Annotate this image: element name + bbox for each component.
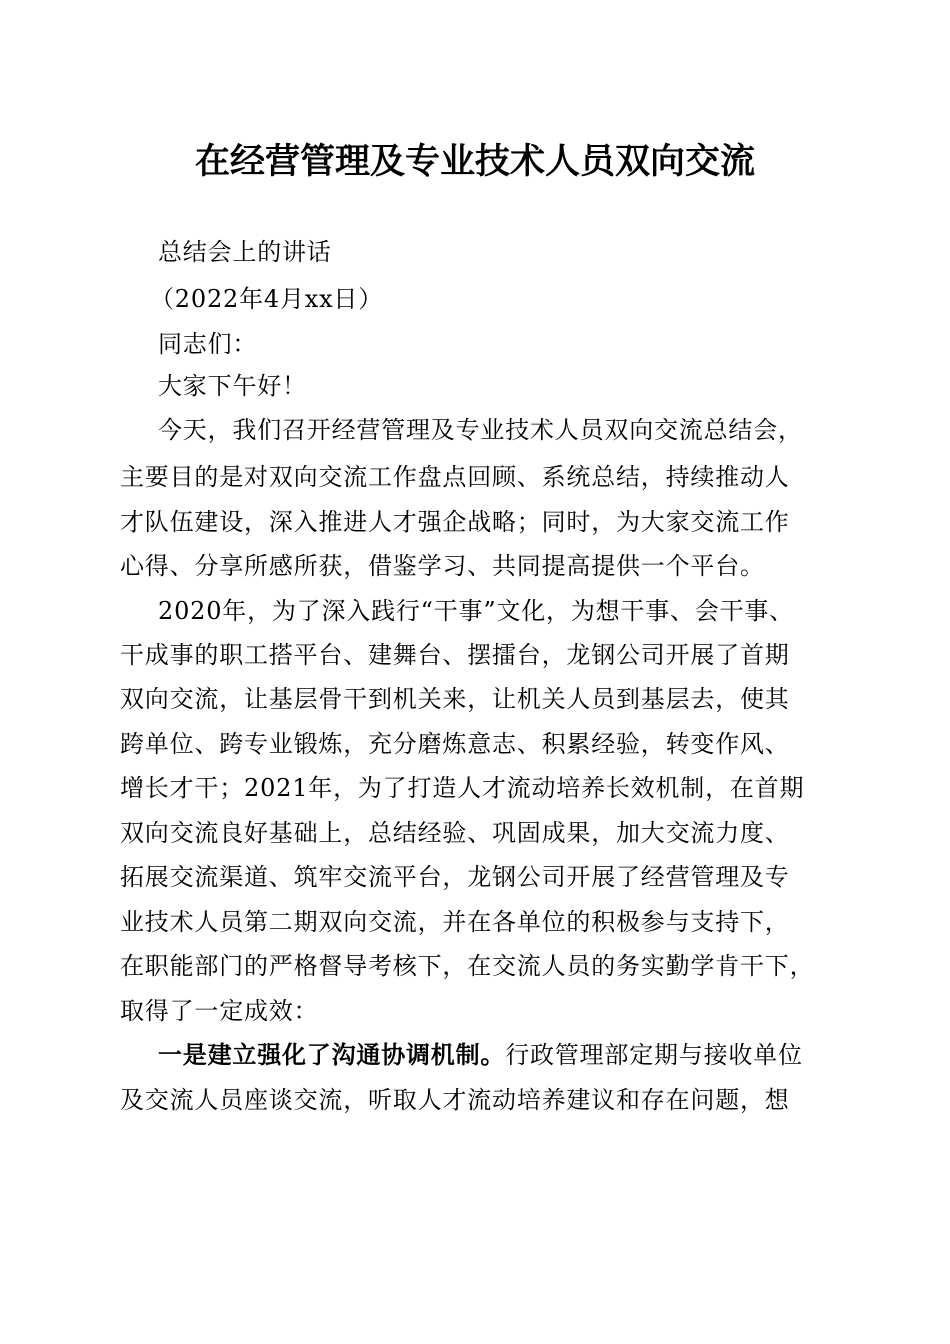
paragraph1-line: 心得、分享所感所获，借鉴学习、共同提高提供一个平台。 [120,552,765,580]
paragraph2-line: 2020年，为了深入践行“干事”文化，为想干事、会干事、 [158,597,795,625]
paragraph1-line: 今天，我们召开经营管理及专业技术人员双向交流总结会， [158,416,803,444]
paragraph3-line: 及交流人员座谈交流，听取人才流动培养建议和存在问题，想 [120,1086,790,1114]
paragraph3-first-rest: 行政管理部定期与接收单位 [505,1041,803,1069]
paragraph2-line: 双向交流，让基层骨干到机关来，让机关人员到基层去，使其 [120,685,790,713]
paragraph2-line: 双向交流良好基础上，总结经验、巩固成果，加大交流力度、 [120,819,790,847]
paragraph2-line: 业技术人员第二期双向交流，并在各单位的积极参与支持下， [120,908,790,936]
greeting: 大家下午好！ [158,372,307,400]
paragraph2-line: 在职能部门的严格督导考核下，在交流人员的务实勤学肯干下， [120,952,815,980]
paragraph2-line: 拓展交流渠道、筑牢交流平台，龙钢公司开展了经营管理及专 [120,863,790,891]
paragraph2-line: 干成事的职工搭平台、建舞台、摆擂台，龙钢公司开展了首期 [120,641,790,669]
paragraph3-heading: 一是建立强化了沟通协调机制。 [158,1040,506,1069]
salutation: 同志们： [158,330,258,358]
paragraph1-line: 才队伍建设，深入推进人才强企战略；同时，为大家交流工作 [120,508,790,536]
date-line: （2022年4月xx日） [150,285,384,313]
subtitle: 总结会上的讲话 [158,238,332,266]
paragraph2-line: 取得了一定成效： [120,997,319,1025]
paragraph2-line: 跨单位、跨专业锻炼，充分磨炼意志、积累经验，转变作风、 [120,730,790,758]
paragraph2-line: 增长才干；2021年，为了打造人才流动培养长效机制，在首期 [120,774,805,802]
paragraph1-line: 主要目的是对双向交流工作盘点回顾、系统总结，持续推动人 [120,463,790,491]
paragraph3-first-line [158,1040,803,1070]
document-title: 在经营管理及专业技术人员双向交流 [194,141,755,182]
